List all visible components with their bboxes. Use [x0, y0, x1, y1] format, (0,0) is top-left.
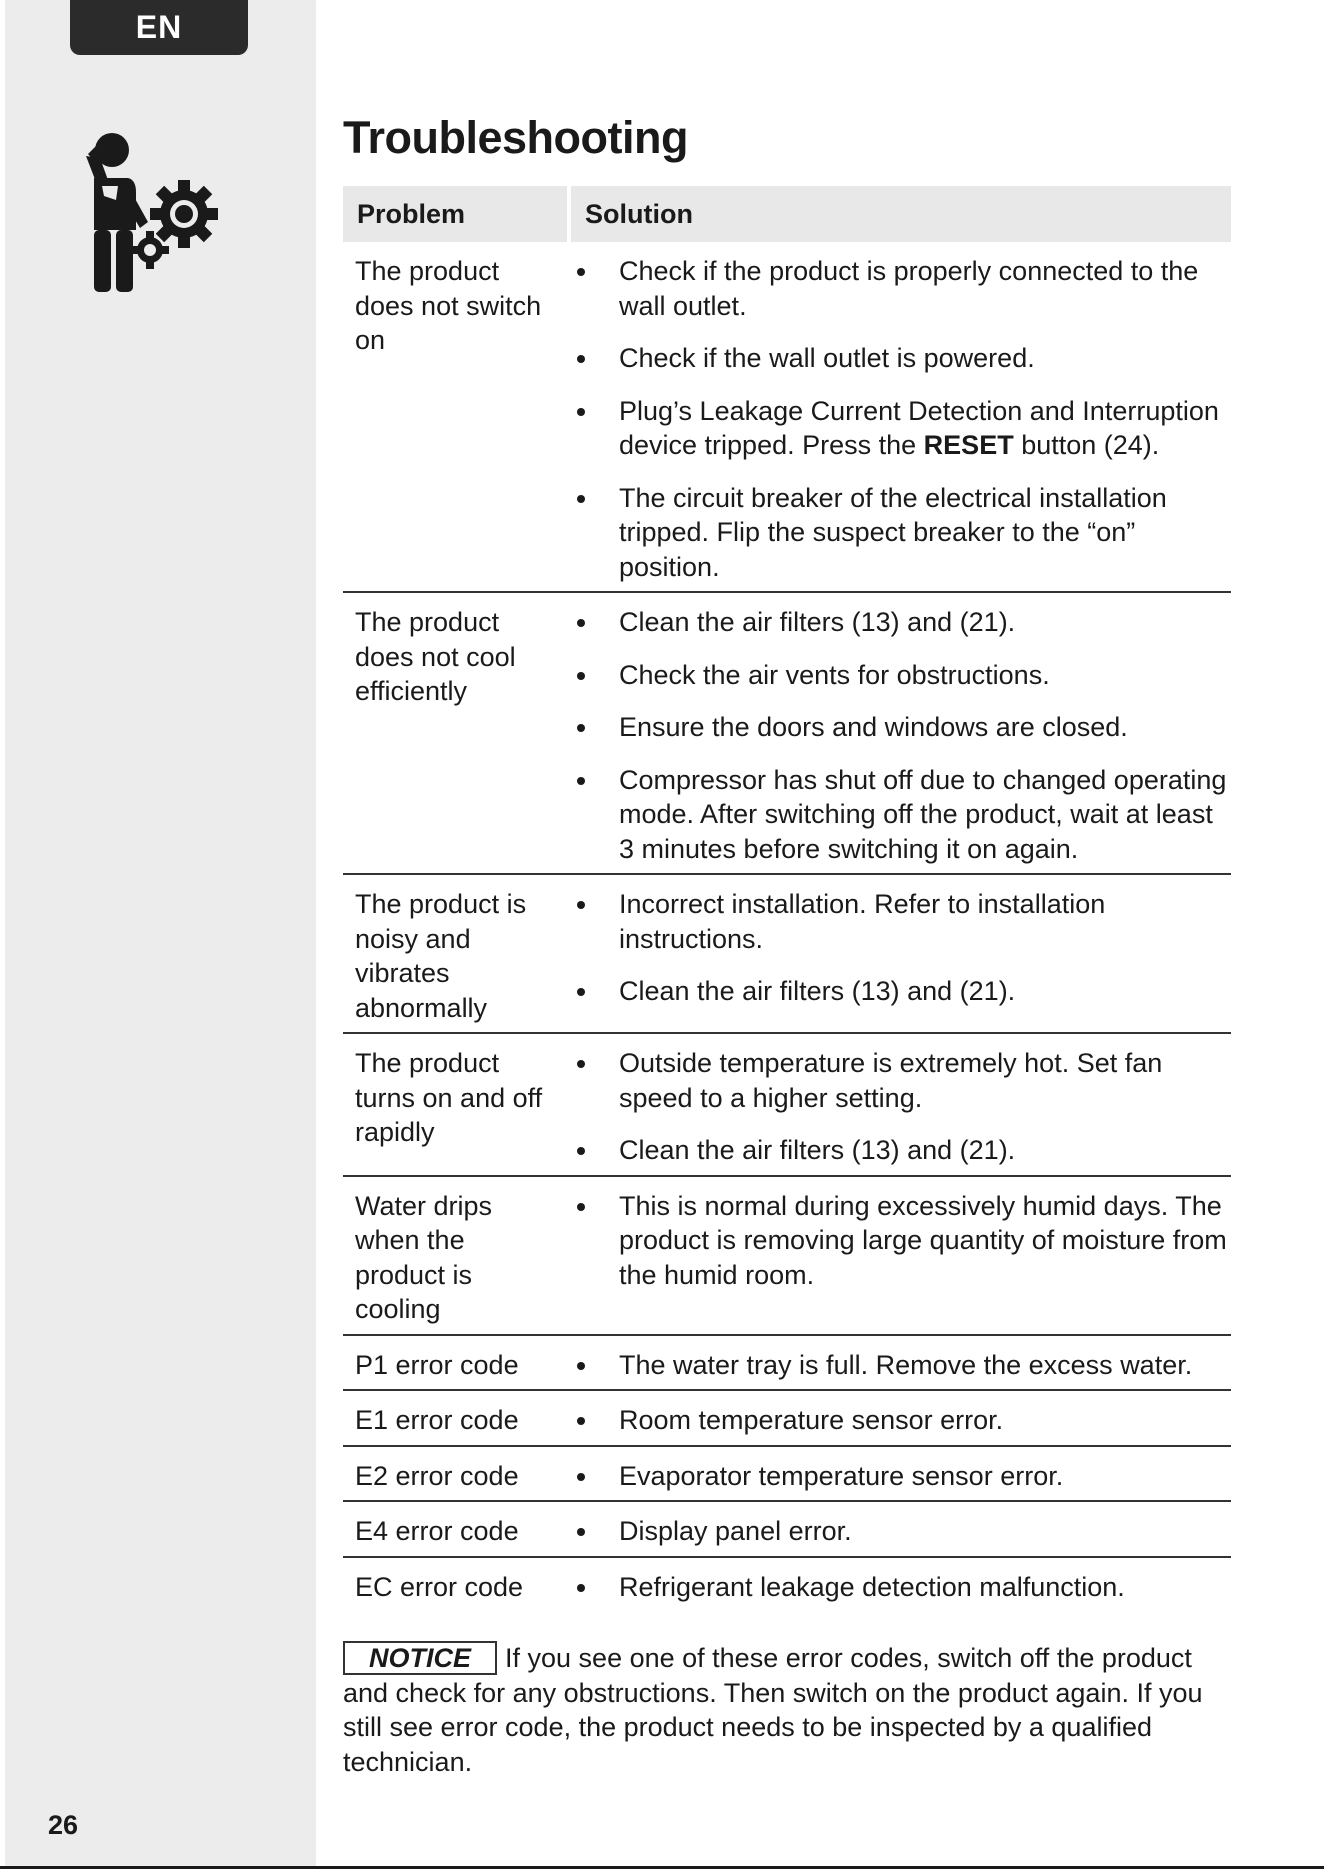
- table-row: [343, 1446, 1231, 1502]
- solution-list: [569, 1046, 1231, 1168]
- notice-text: If you see one of these error codes, switch off the product and check for any obstructions. Then switch on the product again. If you still see error code, the product needs to be inspected by a qualified technician.: [343, 1643, 1203, 1777]
- notice-badge: NOTICE: [343, 1641, 497, 1675]
- problem-cell: E4 error code: [355, 1516, 519, 1546]
- solution-item: Clean the air filters (13) and (21).: [569, 605, 1231, 640]
- table-row: [343, 874, 1231, 1033]
- table-header-row: [343, 186, 1231, 242]
- solution-cell: [569, 592, 1231, 874]
- solution-item: Check if the product is properly connected to the wall outlet.: [569, 254, 1231, 323]
- troubleshooting-table: [343, 186, 1231, 1611]
- solution-item: Check if the wall outlet is powered.: [569, 341, 1231, 376]
- page-number: 26: [48, 1810, 79, 1840]
- solution-cell: [569, 1557, 1231, 1612]
- solution-list: [569, 1348, 1231, 1383]
- solution-cell: [569, 1390, 1231, 1446]
- bottom-rule: [0, 1866, 1324, 1869]
- table-row: [343, 1176, 1231, 1335]
- solution-item: This is normal during excessively humid days. The product is removing large quantity of moisture from the humid room.: [569, 1189, 1231, 1293]
- reset-label: RESET: [923, 430, 1014, 460]
- solution-list: [569, 887, 1231, 1009]
- table-row: [343, 592, 1231, 874]
- problem-cell: The product does not cool efficiently: [355, 607, 516, 706]
- solution-item: Incorrect installation. Refer to installation instructions.: [569, 887, 1231, 956]
- problem-cell: Water drips when the product is cooling: [355, 1190, 493, 1324]
- language-tab: EN: [70, 0, 248, 55]
- page-title: Troubleshooting: [343, 112, 688, 163]
- solution-item: Outside temperature is extremely hot. Set fan speed to a higher setting.: [569, 1046, 1231, 1115]
- solution-item: Compressor has shut off due to changed operating mode. After switching off the product, wait at least 3 minutes before switching it on again.: [569, 763, 1231, 867]
- problem-cell: The product turns on and off rapidly: [355, 1048, 543, 1147]
- solution-cell: [569, 1176, 1231, 1335]
- header-problem: Problem: [343, 186, 569, 242]
- table-row: [343, 242, 1231, 592]
- solution-item: Clean the air filters (13) and (21).: [569, 1133, 1231, 1168]
- solution-cell: [569, 1446, 1231, 1502]
- solution-text: button (24).: [1013, 430, 1160, 460]
- solution-list: [569, 1570, 1231, 1605]
- solution-item: Check the air vents for obstructions.: [569, 658, 1231, 693]
- solution-item: Clean the air filters (13) and (21).: [569, 974, 1231, 1009]
- solution-list: [569, 1514, 1231, 1549]
- table-row: [343, 1557, 1231, 1612]
- solution-cell: [569, 242, 1231, 592]
- table-row: [343, 1501, 1231, 1557]
- problem-cell: E2 error code: [355, 1460, 519, 1491]
- solution-list: [569, 1459, 1231, 1494]
- solution-item: Ensure the doors and windows are closed.: [569, 710, 1231, 745]
- problem-cell: EC error code: [355, 1571, 524, 1602]
- solution-item: [569, 394, 1231, 463]
- table-row: [343, 1390, 1231, 1446]
- solution-text: Plug’s Leakage Current Detection and Interruption device tripped. Press the: [619, 395, 1219, 460]
- solution-item: Refrigerant leakage detection malfunction.: [569, 1570, 1231, 1605]
- solution-list: [569, 1403, 1231, 1438]
- solution-item: Display panel error.: [569, 1514, 1231, 1549]
- solution-list: [569, 605, 1231, 866]
- header-solution: Solution: [569, 186, 1231, 242]
- table-row: [343, 1335, 1231, 1391]
- problem-cell: The product does not switch on: [355, 256, 542, 355]
- problem-cell: E1 error code: [355, 1405, 519, 1435]
- solution-cell: [569, 1335, 1231, 1391]
- solution-item: The circuit breaker of the electrical installation tripped. Flip the suspect breaker to the “on” position.: [569, 481, 1231, 585]
- solution-cell: [569, 1033, 1231, 1176]
- solution-list: [569, 254, 1231, 584]
- notice-paragraph: [343, 1641, 1233, 1779]
- table-row: [343, 1033, 1231, 1176]
- solution-cell: [569, 874, 1231, 1033]
- problem-cell: The product is noisy and vibrates abnormally: [355, 889, 527, 1023]
- solution-item: Evaporator temperature sensor error.: [569, 1459, 1231, 1494]
- problem-cell: P1 error code: [355, 1349, 519, 1380]
- troubleshooting-person-gears-icon: [78, 122, 243, 292]
- solution-item: The water tray is full. Remove the excess water.: [569, 1348, 1231, 1383]
- solution-cell: [569, 1501, 1231, 1557]
- solution-list: [569, 1189, 1231, 1293]
- solution-item: Room temperature sensor error.: [569, 1403, 1231, 1438]
